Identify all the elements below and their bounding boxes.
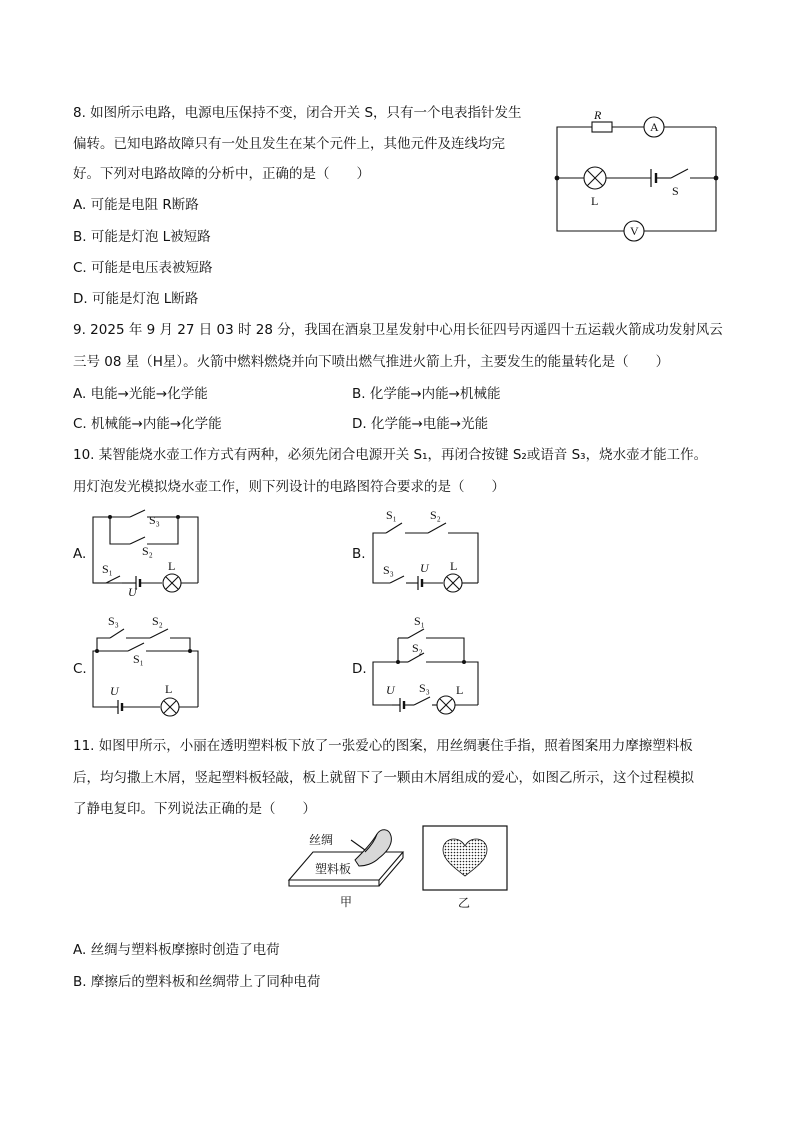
q10d-l: L	[456, 683, 464, 697]
q10-circuit-b	[368, 510, 483, 595]
q10-stem-line1: 10. 某智能烧水壶工作方式有两种，必须先闭合电源开关 S₁，再闭合按键 S₂或语音 S₃，烧水壶才能工作。	[73, 447, 708, 463]
q10b-l: L	[450, 559, 458, 573]
q8-option-b: B. 可能是灯泡 L被短路	[73, 229, 211, 245]
q9-option-b: B. 化学能→内能→机械能	[352, 386, 501, 402]
q9-option-a: A. 电能→光能→化学能	[73, 386, 208, 402]
label-l: L	[591, 194, 599, 208]
q10c-s3: S₃	[108, 614, 119, 628]
q10b-s3: S₃	[383, 563, 394, 577]
q11-stem-line2: 后，均匀撒上木屑，竖起塑料板轻敲，板上就留下了一颗由木屑组成的爱心，如图乙所示，这个过程模拟	[73, 770, 694, 786]
q10-option-a-label: A.	[73, 546, 87, 562]
q8-option-d: D. 可能是灯泡 L断路	[73, 291, 199, 307]
q9-stem-line2: 三号 08 星（H星）。火箭中燃料燃烧并向下喷出燃气推进火箭上升，主要发生的能量转化是（ ）	[73, 354, 670, 370]
label-a: A	[650, 120, 659, 134]
q11-option-b: B. 摩擦后的塑料板和丝绸带上了同种电荷	[73, 974, 321, 990]
label-jia: 甲	[340, 895, 353, 909]
q10-stem-line2: 用灯泡发光模拟烧水壶工作，则下列设计的电路图符合要求的是（ ）	[73, 479, 505, 495]
q9-option-d: D. 化学能→电能→光能	[352, 416, 489, 432]
q8-stem-line3: 好。下列对电路故障的分析中，正确的是（ ）	[73, 166, 370, 182]
switch-s	[671, 169, 688, 178]
label-board: 塑料板	[315, 862, 352, 876]
q10c-u: U	[110, 684, 119, 698]
label-yi: 乙	[458, 896, 471, 910]
q10a-l: L	[168, 559, 176, 573]
q10c-s2: S₂	[152, 614, 163, 628]
q10c-s1: S₁	[133, 652, 144, 666]
q10b-s2: S₂	[430, 508, 441, 522]
q10a-s2: S₂	[142, 544, 153, 558]
q10b-u: U	[420, 561, 429, 575]
label-r: R	[594, 108, 602, 122]
q11-option-a: A. 丝绸与塑料板摩擦时创造了电荷	[73, 942, 280, 958]
q10c-l: L	[165, 682, 173, 696]
label-v: V	[630, 224, 639, 238]
q8-stem-line2: 偏转。已知电路故障只有一处且发生在某个元件上，其他元件及连线均完	[73, 136, 505, 152]
q10-option-b-label: B.	[352, 546, 366, 562]
q10b-s1: S₁	[386, 508, 397, 522]
resistor-r	[592, 122, 612, 132]
q8-option-a: A. 可能是电阻 R断路	[73, 197, 199, 213]
q10-circuit-c	[88, 615, 203, 720]
q10-circuit-a	[88, 510, 203, 599]
q11-figure-jia	[285, 822, 405, 914]
label-silk: 丝绸	[309, 833, 334, 847]
q9-option-c: C. 机械能→内能→化学能	[73, 416, 222, 432]
q11-stem-line1: 11. 如图甲所示，小丽在透明塑料板下放了一张爱心的图案，用丝绸裹住手指，照着图案用力摩擦塑料板	[73, 738, 693, 754]
q10a-s3: S₃	[149, 513, 160, 527]
q10-option-d-label: D.	[352, 661, 367, 677]
q10-circuit-d	[368, 612, 483, 720]
label-s: S	[672, 184, 679, 198]
q11-figure-yi	[420, 824, 510, 916]
q10-option-c-label: C.	[73, 661, 87, 677]
q10d-s2: S₂	[412, 641, 423, 655]
q10d-s3: S₃	[419, 681, 430, 695]
q9-stem-line1: 9. 2025 年 9 月 27 日 03 时 28 分，我国在酒泉卫星发射中心用长征四号丙遥四十五运载火箭成功发射风云	[73, 322, 723, 338]
q8-option-c: C. 可能是电压表被短路	[73, 260, 213, 276]
q10d-s1: S₁	[414, 614, 425, 628]
q10a-s1: S₁	[102, 562, 113, 576]
q8-stem-line1: 8. 如图所示电路，电源电压保持不变，闭合开关 S，只有一个电表指针发生	[73, 105, 522, 121]
q8-circuit-diagram	[550, 105, 725, 245]
q11-stem-line3: 了静电复印。下列说法正确的是（ ）	[73, 801, 316, 817]
q10d-u: U	[386, 683, 395, 697]
q10a-u: U	[128, 585, 137, 599]
